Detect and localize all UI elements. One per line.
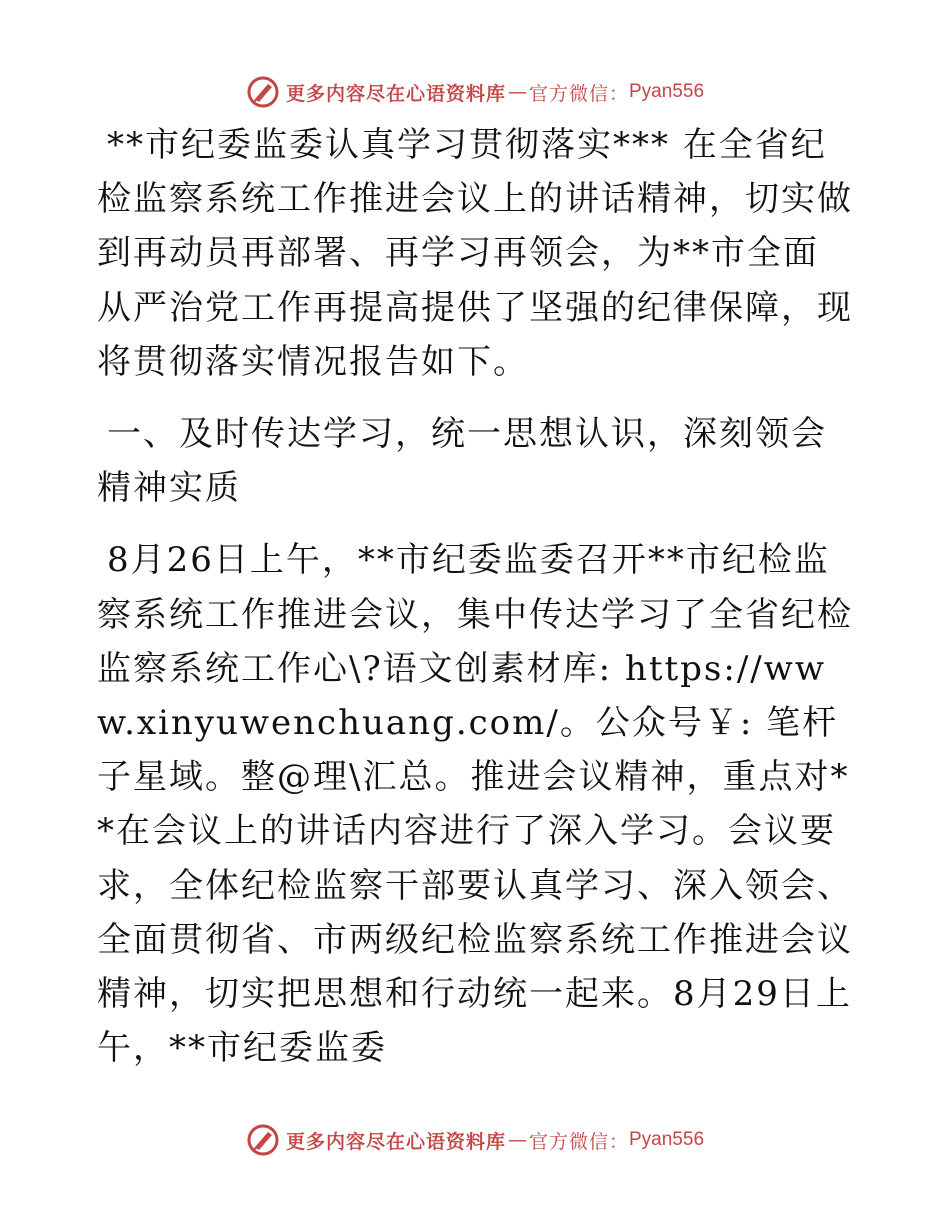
- paragraph-intro: **市纪委监委认真学习贯彻落实*** 在全省纪检监察系统工作推进会议上的讲话精神，切实做到再动员再部署、再学习再领会，为**市全面从严治党工作再提高提供了坚强的纪律保障，现将贯彻落实情况报告如下。: [97, 125, 853, 382]
- watermark-separator: —: [507, 1129, 527, 1151]
- paragraph-body: 8月26日上午，**市纪委监委召开**市纪检监察系统工作推进会议，集中传达学习了全省纪检监察系统工作心\?语文创素材库: https://www.xinyuwenchuang.com/。公众号￥: 笔杆子星域。整@理\汇总。推进会议精神，重点对**在会议上的讲话内容进行了深入学习。会议要求，全体纪检监察干部要认真学习、深入领会、全面贯彻省、市两级纪检监察系统工作推进会议精神，切实把思想和行动统一起来。8月29日上午，**市纪委监委: [97, 540, 853, 1069]
- watermark-wechat-label: 官方微信：: [528, 82, 629, 105]
- watermark-account: Pyan556: [629, 1129, 705, 1150]
- brand-logo-icon: [246, 1123, 280, 1157]
- brand-logo-icon: [246, 75, 280, 109]
- watermark-header: [0, 72, 950, 112]
- watermark-brand: 更多内容尽在心语资料库: [285, 82, 506, 105]
- watermark-account: Pyan556: [629, 81, 705, 102]
- section-heading-1: 一、及时传达学习，统一思想认识，深刻领会精神实质: [97, 414, 827, 509]
- watermark-separator: —: [507, 81, 527, 103]
- watermark-brand: 更多内容尽在心语资料库: [285, 1130, 506, 1153]
- document-body: [97, 118, 853, 1093]
- watermark-footer: [0, 1120, 950, 1160]
- watermark-wechat-label: 官方微信：: [528, 1130, 629, 1153]
